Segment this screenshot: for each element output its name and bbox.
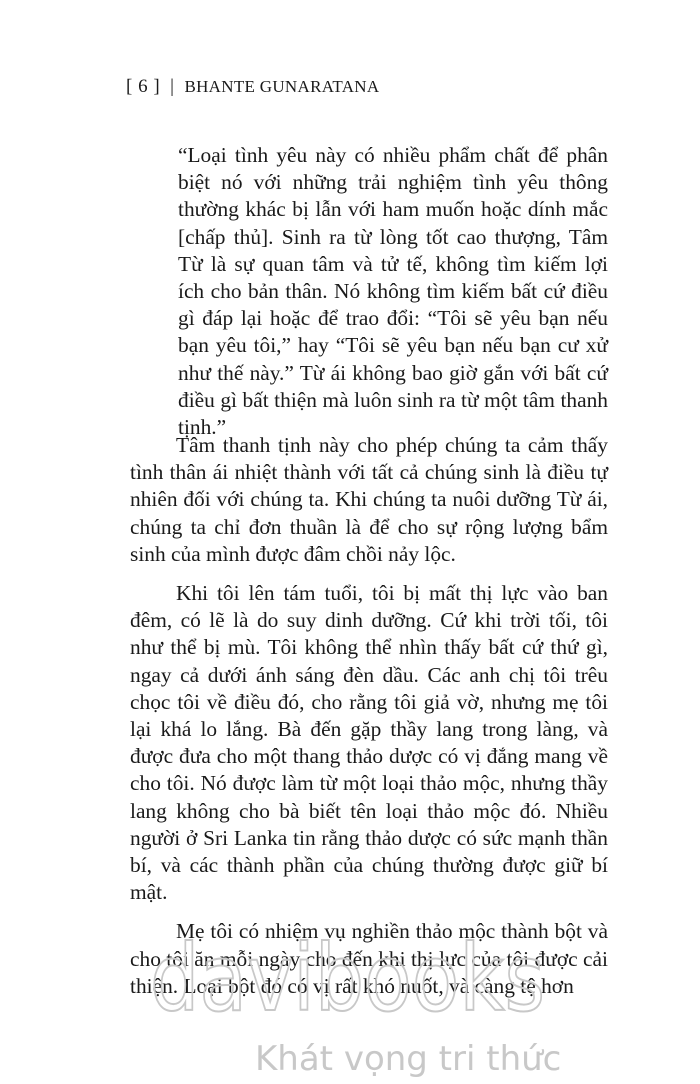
- running-header: [126, 76, 379, 98]
- page-number: [ 6 ]: [126, 76, 161, 97]
- watermark-brand: davibooks: [150, 930, 545, 1032]
- body-text: [130, 432, 608, 1012]
- block-quote: “Loại tình yêu này có nhiều phẩm chất để phân biệt nó với những trải nghiệm tình yêu thông thường khác bị lẫn với ham muốn hoặc dính mắc [chấp thủ]. Sinh ra từ lòng tốt cao thượng, Tâm Từ là sự quan tâm và tử tế, không tìm kiếm lợi ích cho bản thân. Nó không tìm kiếm bất cứ điều gì đáp lại hoặc để trao đổi: “Tôi sẽ yêu bạn nếu bạn yêu tôi,” hay “Tôi sẽ yêu bạn nếu bạn cư xử như thế này.” Từ ái không bao giờ gắn với bất cứ điều gì bất thiện mà luôn sinh ra từ một tâm thanh tịnh.”: [178, 143, 608, 440]
- watermark-tagline: Khát vọng tri thức: [255, 1039, 562, 1079]
- paragraph: Khi tôi lên tám tuổi, tôi bị mất thị lực vào ban đêm, có lẽ là do suy dinh dưỡng. Cứ khi trời tối, tôi như thể bị mù. Tôi không thể nhìn thấy bất cứ thứ gì, ngay cả dưới ánh sáng đèn dầu. Các anh chị tôi trêu chọc tôi về điều đó, cho rằng tôi giả vờ, nhưng mẹ tôi lại khá lo lắng. Bà đến gặp thầy lang trong làng, và được đưa cho một thang thảo dược có vị đắng mang về cho tôi. Nó được làm từ một loại thảo mộc, nhưng thầy lang không cho bà biết tên loại thảo mộc đó. Nhiều người ở Sri Lanka tin rằng thảo dược có sức mạnh thần bí, và các thành phần của chúng thường được giữ bí mật.: [130, 581, 608, 905]
- header-separator: |: [170, 76, 175, 97]
- author-name: BHANTE GUNARATANA: [184, 77, 380, 96]
- paragraph: Mẹ tôi có nhiệm vụ nghiền thảo mộc thành bột và cho tôi ăn mỗi ngày cho đến khi thị lực của tôi được cải thiện. Loại bột đó có vị rất khó nuốt, và càng tệ hơn: [130, 919, 608, 998]
- watermark: [150, 930, 570, 1080]
- paragraph: Tâm thanh tịnh này cho phép chúng ta cảm thấy tình thân ái nhiệt thành với tất cả chúng sinh là điều tự nhiên đối với chúng ta. Khi chúng ta nuôi dưỡng Từ ái, chúng ta chỉ đơn thuần là để cho sự rộng lượng bẩm sinh của mình được đâm chồi nảy lộc.: [130, 433, 608, 566]
